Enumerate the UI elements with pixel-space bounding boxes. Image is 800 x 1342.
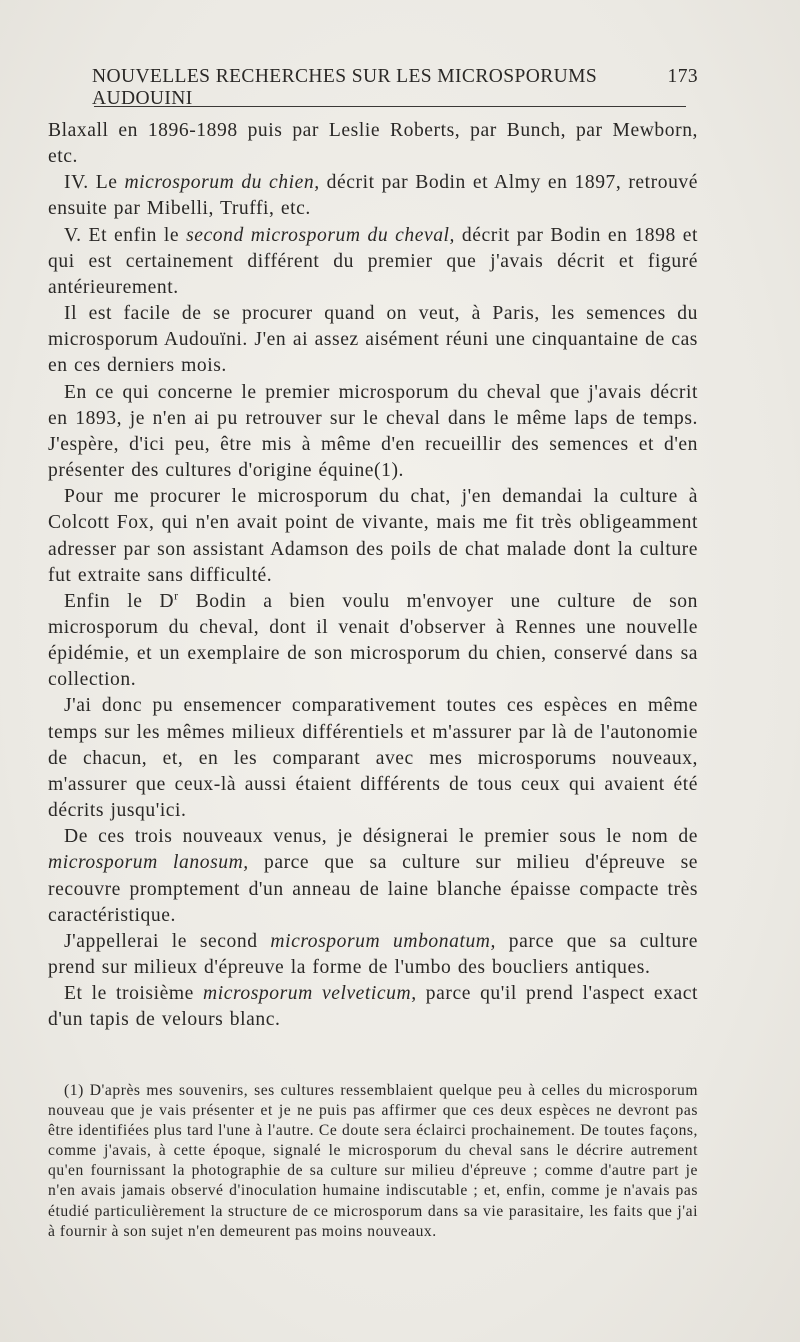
text-run: parce qu'il prend l'aspect exact d'un tapis de velours blanc. [48, 983, 698, 1031]
footnote-text: (1) D'après mes souvenirs, ses cultures ressemblaient quelque peu à celles du microsporum nouveau que je vais présenter et je ne puis pas affirmer que ces deux espèces ne devront pas être identifiées plus tard l'une à l'autre. Ce doute sera éclairci prochainement. De toutes façons, comme j'avais, à cette époque, signalé le microsporum du cheval sans le décrire autrement qu'en fournissant la photographie de sa culture sur milieu d'épreuve ; comme d'autre part je n'en avais jamais observé d'inoculation humaine indiscutable ; et, enfin, comme je n'avais pas étudié particulièrement la structure de ce microsporum dans sa vie parasitaire, les faits que j'ai à fournir à son sujet n'en demeurent pas moins nouveaux. [48, 1082, 698, 1240]
body-text [48, 118, 698, 1033]
text-run: décrit par Bodin et Almy en 1897, retrouvé ensuite par Mibelli, Truffi, etc. [48, 172, 699, 220]
text-run: Et le troisième [64, 983, 203, 1005]
paragraph: Il est facile de se procurer quand on veut, à Paris, les semences du microsporum Audouïni. J'en ai assez aisément réuni une cinquantaine de cas en ces derniers mois. [48, 303, 698, 377]
species-name: second microsporum du cheval, [186, 224, 455, 246]
footnote [48, 1081, 698, 1242]
text-run: V. Et enfin le [64, 224, 187, 246]
page-number: 173 [667, 66, 698, 87]
paragraph [48, 589, 698, 694]
running-title: NOUVELLES RECHERCHES SUR LES MICROSPORUMS AUDOUINI [92, 66, 598, 109]
paragraph: Blaxall en 1896-1898 puis par Leslie Roberts, par Bunch, par Mewborn, etc. [48, 120, 698, 168]
paragraph [48, 981, 698, 1033]
paragraph: Pour me procurer le microsporum du chat, j'en demandai la culture à Colcott Fox, qui n'en avait point de vivante, mais me fit très obligeamment adresser par son assistant Adamson des poils de chat malade dont la culture fut extraite sans difficulté. [48, 486, 698, 586]
species-name: microsporum lanosum, [48, 852, 249, 874]
text-run: De ces trois nouveaux venus, je désignerai le premier sous le nom de [64, 826, 698, 848]
paragraph [48, 824, 698, 929]
paragraph [48, 170, 698, 222]
page-header [78, 66, 700, 109]
species-name: microsporum du chien, [124, 172, 320, 194]
header-rule [94, 106, 686, 107]
text-run: Bodin a bien voulu m'envoyer une culture de son microsporum du cheval, dont il venait d'observer à Rennes une nouvelle épidémie, et un exemplaire de son microsporum du chien, conservé dans sa collection. [48, 590, 698, 691]
superscript: r [174, 588, 179, 603]
text-run: Enfin le D [64, 590, 175, 612]
text-run: décrit par Bodin en 1898 et qui est certainement différent du premier que j'avais décrit et figuré antérieurement. [48, 224, 698, 298]
species-name: microsporum velveticum, [203, 983, 417, 1005]
paragraph: En ce qui concerne le premier microsporum du cheval que j'avais décrit en 1893, je n'en ai pu retrouver sur le cheval dans le même laps de temps. J'espère, d'ici peu, être mis à même d'en recueillir des semences et d'en présenter des cultures d'origine équine(1). [48, 381, 698, 482]
paragraph [48, 223, 698, 301]
paragraph [48, 929, 698, 981]
text-run: IV. Le [64, 172, 125, 194]
text-run: parce que sa culture prend sur milieux d'épreuve la forme de l'umbo des boucliers antiques. [48, 930, 698, 978]
text-run: J'appellerai le second [64, 930, 271, 952]
paragraph: J'ai donc pu ensemencer comparativement toutes ces espèces en même temps sur les mêmes milieux différentiels et m'assurer par là de l'autonomie de chacun, et, en les comparant avec mes microsporums nouveaux, m'assurer que ceux-là aussi étaient différents de tous ceux qui avaient été décrits jusqu'ici. [48, 695, 698, 822]
species-name: microsporum umbonatum, [270, 930, 496, 952]
text-run: parce que sa culture sur milieu d'épreuve se recouvre promptement d'un anneau de laine blanche épaisse compacte très caractéristique. [48, 852, 699, 926]
